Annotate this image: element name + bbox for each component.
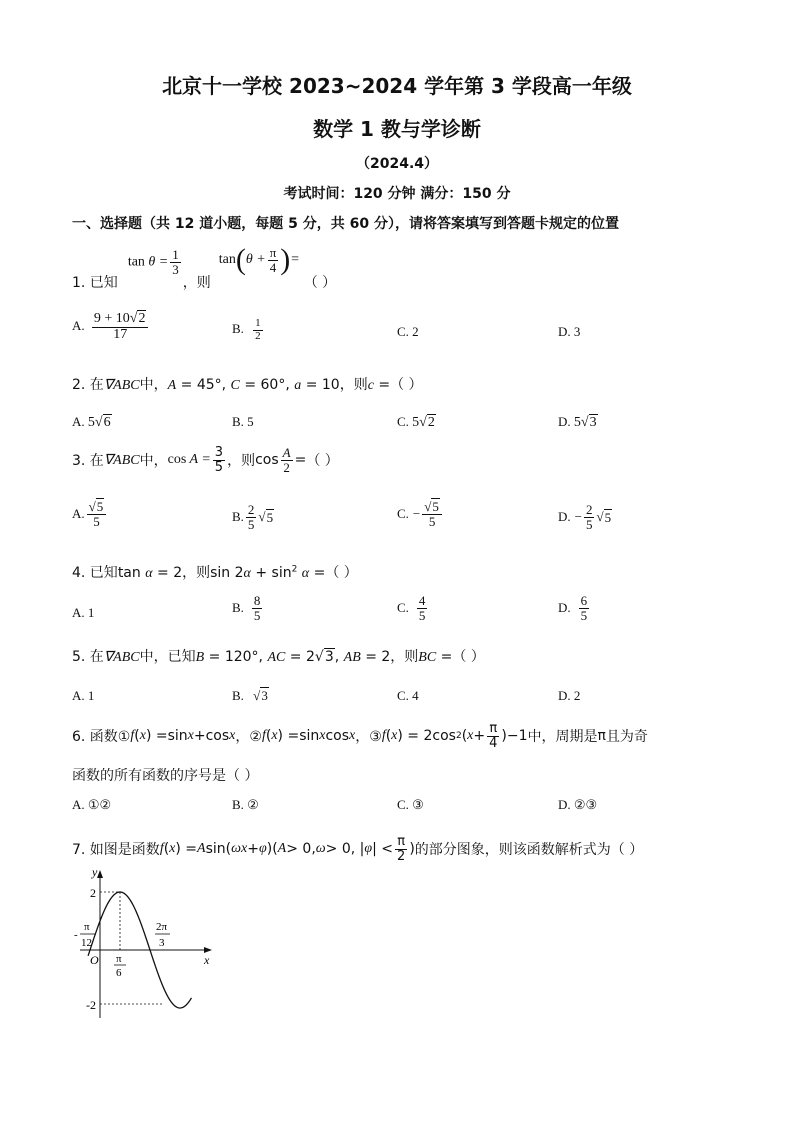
q3-option-a: A. $\frac{√5}{5}$ <box>72 500 108 528</box>
sine-graph <box>70 868 230 1028</box>
y-axis-arrow-icon <box>97 870 103 878</box>
q3-option-b: B. $\frac{2}{5}$ √ 5 <box>232 502 274 532</box>
exam-title: 北京十一学校 2023~2024 学年第 3 学段高一年级 <box>162 74 632 98</box>
x-tick-mid-num: π <box>116 953 122 965</box>
origin-label: O <box>90 953 99 967</box>
y-min-label: -2 <box>86 998 96 1012</box>
exam-info: 考试时间：120 分钟 满分：150 分 <box>283 186 511 202</box>
question-7: 7. 如图是函数 f ( x ) = A sin ( ωx + φ )( A > 0, ω > 0, | φ | < $\frac{\pi}{2}$ ) 的部分图象，则该函数解析式为（ ） <box>72 834 644 864</box>
q5-option-a: A. 1 <box>72 688 95 703</box>
q2-option-c: C. 5√2 <box>397 414 435 430</box>
x-tick-left-num: π <box>84 921 90 933</box>
q4-option-b: B. $\frac{8}{5}$ <box>232 593 261 623</box>
question-6-line2: 函数的所有函数的序号是（ ） <box>72 768 259 784</box>
q6-option-b: B. ② <box>232 797 259 812</box>
q2-option-d: D. 5√3 <box>558 414 597 430</box>
q1-option-d: D. 3 <box>558 324 581 339</box>
exam-subtitle: 数学 1 教与学诊断 <box>313 117 481 141</box>
question-1: 1. 已知 tan θ = $\frac{1}{3}$ ，则 tan(θ + $\frac{\pi}{4}$ )= （ ） <box>72 243 337 291</box>
exam-date: （2024.4） <box>355 156 439 172</box>
question-5: 5. 在∇ABC中，已知B = 120°, AC = 2√3, AB = 2，则BC =（ ） <box>72 649 485 665</box>
question-3: 3. 在 ∇ABC 中， cos A = $\frac{3}{5}$ ，则 cos $\frac{A}{2}$ = （ ） <box>72 445 339 475</box>
q2-option-b: B. 5 <box>232 414 254 429</box>
q5-option-d: D. 2 <box>558 688 581 703</box>
q1-option-c: C. 2 <box>397 324 419 339</box>
question-4: 4. 已知tan α = 2，则$\sin 2\alpha + \sin^2 \alpha$ =（ ） <box>72 564 358 581</box>
x-tick-left-den: 12 <box>81 937 92 949</box>
y-max-label: 2 <box>90 886 96 900</box>
q6-option-c: C. ③ <box>397 797 424 812</box>
x-axis-label: x <box>204 953 210 967</box>
q5-option-b: B. √3 <box>232 688 268 703</box>
q1-option-b: B. $\frac{1}{2}$ <box>232 317 261 342</box>
x-tick-right-den: 3 <box>159 937 165 949</box>
q3-option-c: C. − $\frac{√5}{5}$ <box>397 500 444 528</box>
y-axis-label: y <box>92 868 98 879</box>
q1-option-a: A. $\frac{9 + 10√2}{17}$ <box>72 312 150 342</box>
q4-option-c: C. $\frac{4}{5}$ <box>397 593 426 623</box>
section-heading: 一、选择题（共 12 道小题，每题 5 分，共 60 分），请将答案填写到答题卡规定的位置 <box>72 216 619 232</box>
x-tick-mid-den: 6 <box>116 967 122 979</box>
q6-option-d: D. ②③ <box>558 797 598 812</box>
q2-option-a: A. 5√6 <box>72 414 111 430</box>
question-6: 6. 函数① f ( x ) = sin x + cos x ，② f ( x ) = sin x cos x ，③ f ( x ) = 2 cos 2 ( x + $\frac{\pi}{4}$ )−1 中，周期是 π 且为奇 <box>72 721 648 751</box>
x-tick-right-num: 2π <box>156 921 168 933</box>
q6-option-a: A. ①② <box>72 797 112 812</box>
q3-option-d: D. − $\frac{2}{5}$ √ 5 <box>558 502 612 532</box>
x-tick-left-sign: - <box>74 929 78 941</box>
q4-option-a: A. 1 <box>72 605 95 620</box>
q4-option-d: D. $\frac{6}{5}$ <box>558 593 588 623</box>
q5-option-c: C. 4 <box>397 688 419 703</box>
question-2: 2. 在∇ABC中，A = 45°, C = 60°, a = 10，则c =（ ） <box>72 377 423 393</box>
